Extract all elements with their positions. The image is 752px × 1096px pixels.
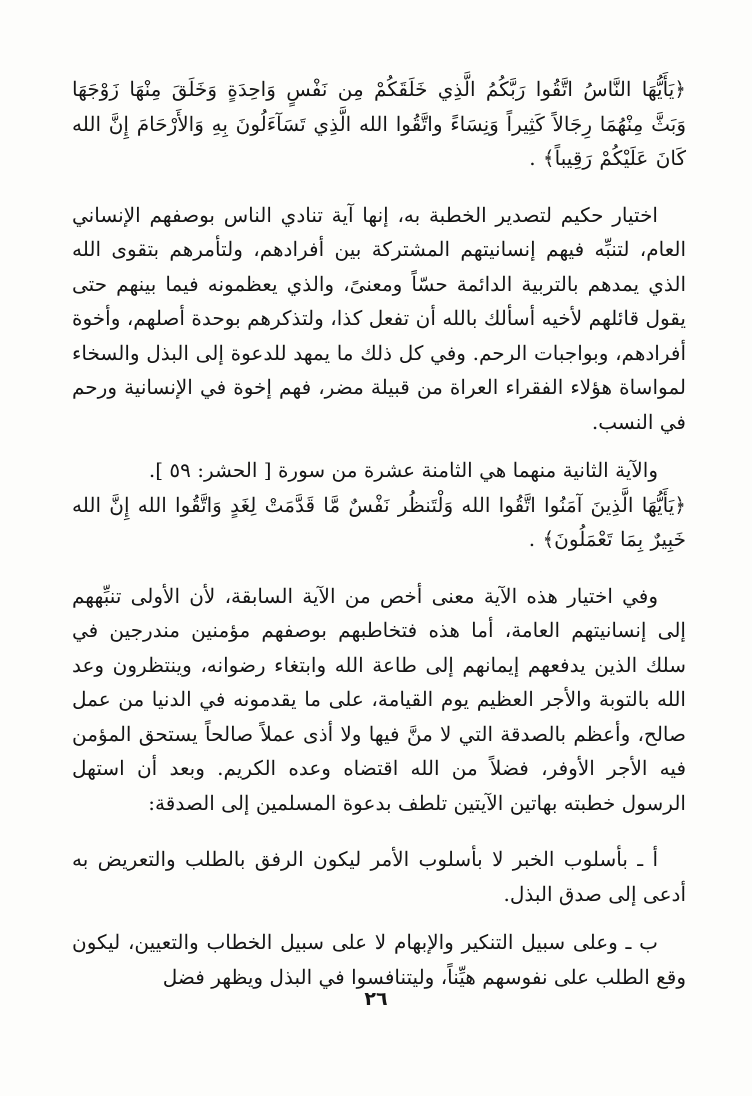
verse-an-nisa: ﴿يَأَيُّهَا النَّاسُ اتَّقُوا رَبَّكُمُ الَّذِي خَلَقَكُمْ مِن نَفْسٍ وَاحِدَةٍ وَخَلَقَ مِنْهَا زَوْجَهَا وَبَثَّ مِنْهُمَا رِجَالاً كَثِيراً وَنِسَاءً واتَّقُوا الله الَّذِي تَسَآءَلُونَ بِهِ وَالأَرْحَامَ إِنَّ الله كَانَ عَلَيْكُمْ رَقِيباً﴾ .: [72, 77, 686, 170]
point-a: أ ـ بأسلوب الخبر لا بأسلوب الأمر ليكون الرفق بالطلب والتعريض به أدعى إلى صدق البذل.: [72, 847, 686, 906]
commentary-paragraph-1: اختيار حكيم لتصدير الخطبة به، إنها آية تنادي الناس بوصفهم الإنساني العام، لتنبِّه فيهم إنسانيتهم المشتركة بين أفرادهم، ولتأمرهم بتقوى الله الذي يمدهم بالتربية الدائمة حسّاً ومعنىً، والذي يعظمونه فيما بينهم حتى يقول قائلهم لأخيه أسألك بالله أن تفعل كذا، ولتذكرهم بوحدة أصلهم، وأخوة أفرادهم، وبواجبات الرحم. وفي كل ذلك ما يمهد للدعوة إلى البذل والسخاء لمواساة هؤلاء الفقراء العراة من قبيلة مضر، فهم إخوة في الإنسانية ورحم في النسب.: [72, 202, 687, 434]
point-b: ب ـ وعلى سبيل التنكير والإبهام لا على سبيل الخطاب والتعيين، ليكون وقع الطلب على نفوسهم هيِّناً، وليتنافسوا في البذل ويظهر فضل: [72, 930, 686, 989]
page-number: ٢٦: [364, 988, 388, 1010]
verse-al-hashr: ﴿يَأَيُّهَا الَّذِينَ آمَنُوا اتَّقُوا الله وَلْتَنظُر نَفْسٌ مَّا قَدَّمَتْ لِغَدٍ وَاتَّقُوا الله إِنَّ الله خَبِيرٌ بِمَا تَعْمَلُونَ﴾ .: [72, 492, 686, 551]
verse-al-hashr-intro: والآية الثانية منهما هي الثامنة عشرة من سورة [ الحشر: ٥٩ ].: [148, 458, 658, 482]
commentary-paragraph-2: وفي اختيار هذه الآية معنى أخص من الآية السابقة، لأن الأولى تنبِّههم إلى إنسانيتهم العامة، أما هذه فتخاطبهم بوصفهم مؤمنين مندرجين في سلك الذين يدفعهم إيمانهم إلى طاعة الله وابتغاء رضوانه، وينتظرون وعد الله بالتوبة والأجر العظيم يوم القيامة، على ما يقدمونه في الدنيا من عمل صالح، وأعظم بالصدقة التي لا منَّ فيها ولا أذى عملاً صالحاً يستحق المؤمن فيه الأجر الأوفر، فضلاً من الله اقتضاه وعده الكريم. وبعد أن استهل الرسول خطبته بهاتين الآيتين تلطف بدعوة المسلمين إلى الصدقة:: [72, 583, 687, 815]
